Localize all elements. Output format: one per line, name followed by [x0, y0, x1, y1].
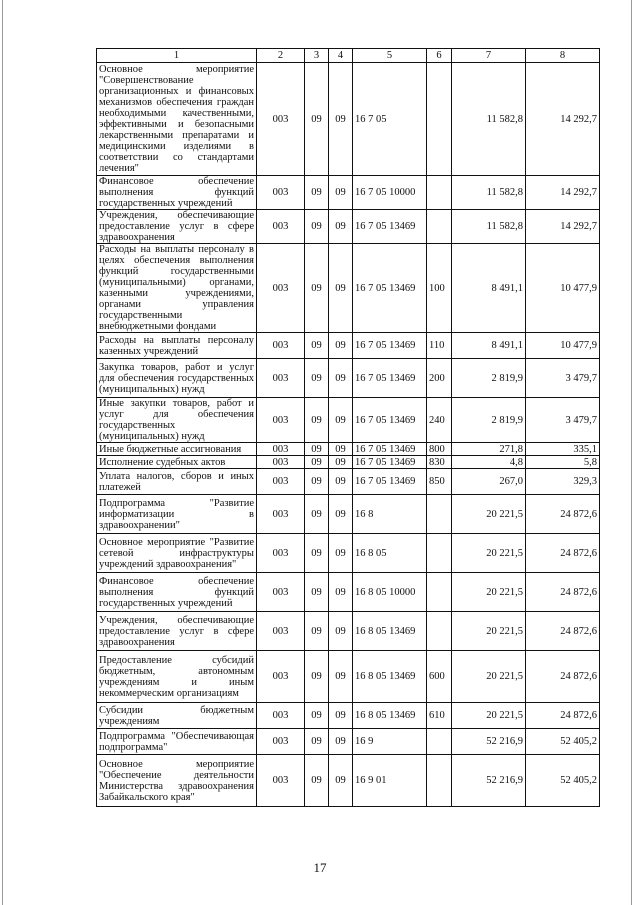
cell-target-article: 16 7 05 10000	[353, 176, 427, 210]
cell-amount-year-1: 52 216,9	[452, 729, 526, 755]
budget-table	[96, 48, 600, 807]
table-row	[97, 398, 600, 443]
cell-ministry-code: 003	[257, 573, 305, 612]
cell-amount-year-1: 20 221,5	[452, 534, 526, 573]
cell-amount-year-2: 24 872,6	[526, 612, 600, 651]
cell-ministry-code: 003	[257, 651, 305, 703]
cell-ministry-code: 003	[257, 443, 305, 456]
cell-expense-type	[427, 210, 452, 244]
cell-expense-type	[427, 534, 452, 573]
cell-amount-year-2: 24 872,6	[526, 703, 600, 729]
cell-target-article: 16 7 05 13469	[353, 398, 427, 443]
header-col-1: 1	[97, 49, 257, 63]
cell-section: 09	[305, 612, 329, 651]
cell-ministry-code: 003	[257, 755, 305, 807]
cell-amount-year-2: 3 479,7	[526, 398, 600, 443]
cell-name: Финансовое обеспечение выполнения функций государственных учреждений	[97, 176, 257, 210]
cell-target-article: 16 9 01	[353, 755, 427, 807]
cell-amount-year-2: 52 405,2	[526, 755, 600, 807]
header-col-5: 5	[353, 49, 427, 63]
cell-subsection: 09	[329, 612, 353, 651]
header-col-2: 2	[257, 49, 305, 63]
cell-section: 09	[305, 703, 329, 729]
table-header-row	[97, 49, 600, 63]
table-row	[97, 755, 600, 807]
cell-name: Расходы на выплаты персоналу в целях обеспечения выполнения функций государственными (муниципальными) органами, казенными учреждениями, органами управления государственными внебюджетными фондами	[97, 244, 257, 333]
table-row	[97, 573, 600, 612]
cell-expense-type: 850	[427, 469, 452, 495]
cell-expense-type: 610	[427, 703, 452, 729]
cell-ministry-code: 003	[257, 63, 305, 176]
cell-name: Основное мероприятие "Развитие сетевой инфраструктуры учреждений здравоохранения"	[97, 534, 257, 573]
cell-amount-year-1: 8 491,1	[452, 244, 526, 333]
cell-name: Иные бюджетные ассигнования	[97, 443, 257, 456]
cell-amount-year-2: 3 479,7	[526, 359, 600, 398]
cell-ministry-code: 003	[257, 729, 305, 755]
cell-target-article: 16 9	[353, 729, 427, 755]
cell-subsection: 09	[329, 176, 353, 210]
cell-amount-year-2: 14 292,7	[526, 210, 600, 244]
cell-amount-year-1: 2 819,9	[452, 398, 526, 443]
cell-ministry-code: 003	[257, 210, 305, 244]
cell-name: Субсидии бюджетным учреждениям	[97, 703, 257, 729]
cell-target-article: 16 7 05 13469	[353, 456, 427, 469]
cell-section: 09	[305, 534, 329, 573]
cell-expense-type: 800	[427, 443, 452, 456]
cell-subsection: 09	[329, 534, 353, 573]
scan-edge-right	[631, 0, 632, 905]
cell-name: Исполнение судебных актов	[97, 456, 257, 469]
table-row	[97, 495, 600, 534]
header-col-4: 4	[329, 49, 353, 63]
cell-ministry-code: 003	[257, 612, 305, 651]
table-row	[97, 729, 600, 755]
cell-subsection: 09	[329, 333, 353, 359]
cell-amount-year-1: 11 582,8	[452, 63, 526, 176]
cell-expense-type: 830	[427, 456, 452, 469]
cell-subsection: 09	[329, 573, 353, 612]
cell-subsection: 09	[329, 359, 353, 398]
cell-target-article: 16 7 05 13469	[353, 359, 427, 398]
cell-target-article: 16 8 05 10000	[353, 573, 427, 612]
cell-section: 09	[305, 456, 329, 469]
cell-amount-year-2: 14 292,7	[526, 63, 600, 176]
cell-section: 09	[305, 495, 329, 534]
cell-target-article: 16 7 05 13469	[353, 443, 427, 456]
cell-ministry-code: 003	[257, 703, 305, 729]
cell-subsection: 09	[329, 651, 353, 703]
cell-name: Подпрограмма "Обеспечивающая подпрограмма"	[97, 729, 257, 755]
cell-section: 09	[305, 398, 329, 443]
cell-name: Расходы на выплаты персоналу казенных учреждений	[97, 333, 257, 359]
cell-section: 09	[305, 729, 329, 755]
cell-ministry-code: 003	[257, 469, 305, 495]
cell-section: 09	[305, 469, 329, 495]
cell-expense-type	[427, 612, 452, 651]
cell-target-article: 16 8 05 13469	[353, 651, 427, 703]
cell-expense-type	[427, 176, 452, 210]
cell-expense-type: 240	[427, 398, 452, 443]
cell-subsection: 09	[329, 210, 353, 244]
cell-target-article: 16 8 05 13469	[353, 612, 427, 651]
header-col-8: 8	[526, 49, 600, 63]
cell-section: 09	[305, 244, 329, 333]
table-row	[97, 210, 600, 244]
cell-subsection: 09	[329, 456, 353, 469]
table-row	[97, 443, 600, 456]
cell-ministry-code: 003	[257, 495, 305, 534]
table-row	[97, 176, 600, 210]
cell-name: Финансовое обеспечение выполнения функций государственных учреждений	[97, 573, 257, 612]
table-row	[97, 244, 600, 333]
cell-target-article: 16 8	[353, 495, 427, 534]
cell-expense-type	[427, 729, 452, 755]
cell-section: 09	[305, 651, 329, 703]
cell-ministry-code: 003	[257, 244, 305, 333]
cell-expense-type	[427, 573, 452, 612]
cell-amount-year-1: 11 582,8	[452, 210, 526, 244]
cell-target-article: 16 8 05 13469	[353, 703, 427, 729]
cell-subsection: 09	[329, 63, 353, 176]
cell-amount-year-1: 52 216,9	[452, 755, 526, 807]
cell-amount-year-2: 24 872,6	[526, 534, 600, 573]
cell-amount-year-2: 10 477,9	[526, 244, 600, 333]
cell-amount-year-1: 2 819,9	[452, 359, 526, 398]
cell-section: 09	[305, 443, 329, 456]
cell-amount-year-1: 271,8	[452, 443, 526, 456]
cell-expense-type: 600	[427, 651, 452, 703]
cell-target-article: 16 7 05 13469	[353, 210, 427, 244]
cell-expense-type	[427, 755, 452, 807]
cell-target-article: 16 8 05	[353, 534, 427, 573]
table-row	[97, 456, 600, 469]
cell-section: 09	[305, 573, 329, 612]
cell-name: Иные закупки товаров, работ и услуг для обеспечения государственных (муниципальных) нужд	[97, 398, 257, 443]
cell-subsection: 09	[329, 703, 353, 729]
cell-amount-year-2: 5,8	[526, 456, 600, 469]
cell-amount-year-2: 24 872,6	[526, 573, 600, 612]
table-row	[97, 469, 600, 495]
cell-amount-year-1: 11 582,8	[452, 176, 526, 210]
table-row	[97, 359, 600, 398]
table-row	[97, 612, 600, 651]
header-col-6: 6	[427, 49, 452, 63]
cell-amount-year-1: 20 221,5	[452, 703, 526, 729]
table-row	[97, 651, 600, 703]
cell-name: Учреждения, обеспечивающие предоставление услуг в сфере здравоохранения	[97, 612, 257, 651]
cell-target-article: 16 7 05	[353, 63, 427, 176]
cell-expense-type: 200	[427, 359, 452, 398]
cell-amount-year-1: 20 221,5	[452, 495, 526, 534]
cell-subsection: 09	[329, 398, 353, 443]
cell-name: Основное мероприятие "Обеспечение деятельности Министерства здравоохранения Забайкальского края"	[97, 755, 257, 807]
cell-expense-type	[427, 495, 452, 534]
cell-amount-year-1: 8 491,1	[452, 333, 526, 359]
table-row	[97, 703, 600, 729]
cell-amount-year-1: 20 221,5	[452, 612, 526, 651]
cell-name: Подпрограмма "Развитие информатизации в здравоохранении"	[97, 495, 257, 534]
cell-amount-year-1: 20 221,5	[452, 573, 526, 612]
cell-amount-year-2: 335,1	[526, 443, 600, 456]
cell-amount-year-2: 52 405,2	[526, 729, 600, 755]
cell-amount-year-2: 24 872,6	[526, 651, 600, 703]
table-row	[97, 63, 600, 176]
cell-section: 09	[305, 176, 329, 210]
cell-amount-year-1: 20 221,5	[452, 651, 526, 703]
cell-ministry-code: 003	[257, 176, 305, 210]
cell-ministry-code: 003	[257, 333, 305, 359]
cell-ministry-code: 003	[257, 534, 305, 573]
header-col-7: 7	[452, 49, 526, 63]
cell-section: 09	[305, 63, 329, 176]
cell-name: Учреждения, обеспечивающие предоставление услуг в сфере здравоохранения	[97, 210, 257, 244]
cell-expense-type: 110	[427, 333, 452, 359]
cell-subsection: 09	[329, 244, 353, 333]
page-number: 17	[313, 860, 327, 875]
cell-expense-type: 100	[427, 244, 452, 333]
cell-target-article: 16 7 05 13469	[353, 469, 427, 495]
cell-ministry-code: 003	[257, 398, 305, 443]
cell-target-article: 16 7 05 13469	[353, 333, 427, 359]
cell-section: 09	[305, 755, 329, 807]
table-body	[97, 63, 600, 807]
table-row	[97, 333, 600, 359]
cell-amount-year-2: 329,3	[526, 469, 600, 495]
cell-name: Основное мероприятие "Совершенствование организационных и финансовых механизмов обеспечения граждан необходимыми качественными, эффективными и безопасными лекарственными препаратами и медицинскими изделиями в соответствии со стандартами лечения"	[97, 63, 257, 176]
cell-name: Закупка товаров, работ и услуг для обеспечения государственных (муниципальных) нужд	[97, 359, 257, 398]
header-col-3: 3	[305, 49, 329, 63]
cell-ministry-code: 003	[257, 359, 305, 398]
cell-section: 09	[305, 210, 329, 244]
cell-subsection: 09	[329, 495, 353, 534]
cell-subsection: 09	[329, 755, 353, 807]
cell-name: Уплата налогов, сборов и иных платежей	[97, 469, 257, 495]
cell-amount-year-2: 10 477,9	[526, 333, 600, 359]
cell-subsection: 09	[329, 469, 353, 495]
cell-target-article: 16 7 05 13469	[353, 244, 427, 333]
cell-amount-year-2: 24 872,6	[526, 495, 600, 534]
cell-expense-type	[427, 63, 452, 176]
cell-amount-year-1: 4,8	[452, 456, 526, 469]
cell-subsection: 09	[329, 729, 353, 755]
cell-section: 09	[305, 333, 329, 359]
table-row	[97, 534, 600, 573]
cell-ministry-code: 003	[257, 456, 305, 469]
cell-amount-year-2: 14 292,7	[526, 176, 600, 210]
cell-amount-year-1: 267,0	[452, 469, 526, 495]
scan-edge-left	[2, 0, 3, 905]
cell-name: Предоставление субсидий бюджетным, автономным учреждениям и иным некоммерческим организациям	[97, 651, 257, 703]
cell-subsection: 09	[329, 443, 353, 456]
cell-section: 09	[305, 359, 329, 398]
